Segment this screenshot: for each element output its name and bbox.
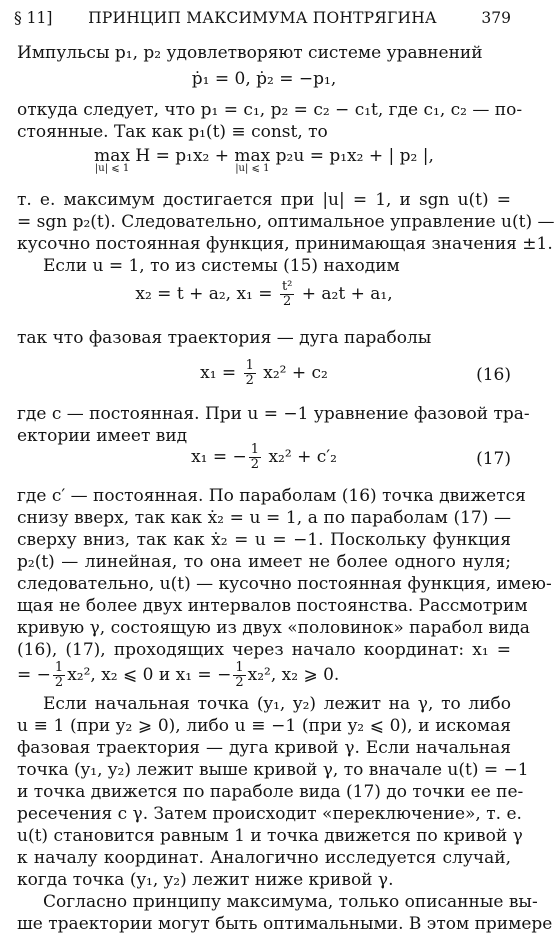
fraction: $\frac{1}{2}$ bbox=[245, 358, 254, 388]
text-line: откуда следует, что p₁ = c₁, p₂ = c₂ − c₁t, где c₁, c₂ — по- bbox=[17, 100, 523, 120]
fraction: $\frac{1}{2}$ bbox=[235, 660, 244, 690]
text-line: где c — постоянная. При u = −1 уравнение фазовой тра- bbox=[17, 404, 530, 424]
text-line: т. е. максимум достигается при |u| = 1, и sgn u(t) = bbox=[17, 190, 511, 210]
equation-number: (16) bbox=[476, 365, 511, 385]
text-line: где c′ — постоянная. По параболам (16) точка движется bbox=[17, 486, 526, 506]
equation-text: p₂u = p₁x₂ + | p₂ |, bbox=[270, 146, 434, 166]
equation-text: x₁ = bbox=[200, 363, 242, 383]
fraction: $\frac{1}{2}$ bbox=[54, 660, 64, 690]
text-line: фазовая траектория — дуга кривой γ. Если начальная bbox=[17, 738, 511, 758]
text-line: = sgn p₂(t). Следовательно, оптимальное управление u(t) — bbox=[17, 212, 554, 232]
equation-number: (17) bbox=[476, 449, 511, 469]
equation-text: + a₂t + a₁, bbox=[296, 284, 393, 304]
equation-text: H = p₁x₂ + bbox=[129, 146, 235, 166]
text-line: u(t) становится равным 1 и точка движется по кривой γ bbox=[17, 826, 523, 846]
text-line: кусочно постоянная функция, принимающая значения ±1. bbox=[17, 234, 553, 254]
text-line: Согласно принципу максимума, только описанные вы- bbox=[43, 892, 538, 912]
text-line: ектории имеет вид bbox=[17, 426, 188, 446]
text-line: так что фазовая траектория — дуга параболы bbox=[17, 328, 432, 348]
text-line: кривую γ, состоящую из двух «половинок» парабол вида bbox=[17, 618, 530, 638]
equation-text: x₂², x₂ ⩽ 0 и x₁ = − bbox=[67, 665, 232, 685]
text-line: точка (y₁, y₂) лежит выше кривой γ, то вначале u(t) = −1 bbox=[17, 760, 529, 780]
text-line: щая не более двух интервалов постоянства. Рассмотрим bbox=[17, 596, 528, 616]
text-line: ресечения с γ. Затем происходит «переключение», т. е. bbox=[17, 804, 522, 824]
text-line: u ≡ 1 (при y₂ ⩾ 0), либо u ≡ −1 (при y₂ ⩽ 0), и искомая bbox=[17, 716, 511, 736]
equation-text: = − bbox=[17, 665, 51, 685]
text-line: Если начальная точка (y₁, y₂) лежит на γ, то либо bbox=[43, 694, 511, 714]
text-line: снизу вверх, так как ẋ₂ = u = 1, а по параболам (17) — bbox=[17, 508, 511, 528]
fraction: $\frac{\text{t²}}{2}$ bbox=[281, 279, 293, 309]
text-line: сверху вниз, так как ẋ₂ = u = −1. Поскольку функция bbox=[17, 530, 511, 550]
equation-text: x₂² + c′₂ bbox=[263, 447, 337, 467]
fraction: $\frac{1}{2}$ bbox=[250, 442, 260, 472]
equation-text: x₂², x₂ ⩾ 0. bbox=[247, 665, 340, 685]
text-line: (16), (17), проходящих через начало координат: x₁ = bbox=[17, 640, 511, 660]
equation-text: x₁ = − bbox=[191, 447, 247, 467]
max-operator: max |u| ⩽ 1 bbox=[234, 146, 271, 174]
page-number: 379 bbox=[481, 9, 511, 27]
text-line: p₂(t) — линейная, то она имеет не более одного нуля; bbox=[17, 552, 511, 572]
text-line: и точка движется по параболе вида (17) до точки ее пе- bbox=[17, 782, 524, 802]
text-line: следовательно, u(t) — кусочно постоянная функция, имею- bbox=[17, 574, 552, 594]
text-line: Импульсы p₁, p₂ удовлетворяют системе уравнений bbox=[17, 43, 483, 63]
text-line: когда точка (y₁, y₂) лежит ниже кривой γ. bbox=[17, 870, 394, 890]
section-marker: § 11] bbox=[14, 9, 53, 27]
equation-text: ṗ₁ = 0, ṗ₂ = −p₁, bbox=[191, 69, 337, 89]
running-title: ПРИНЦИП МАКСИМУМА ПОНТРЯГИНА bbox=[88, 9, 437, 27]
max-operator: max |u| ⩽ 1 bbox=[94, 146, 130, 174]
text-line: ше траектории могут быть оптимальными. В этом примере bbox=[17, 914, 553, 934]
text-line: Если u = 1, то из системы (15) находим bbox=[43, 256, 400, 276]
text-line: к началу координат. Аналогично исследуется случай, bbox=[17, 848, 511, 868]
equation-text: x₂² + c₂ bbox=[257, 363, 328, 383]
text-line: стоянные. Так как p₁(t) ≡ const, то bbox=[17, 122, 328, 142]
equation-text: x₂ = t + a₂, x₁ = bbox=[135, 284, 278, 304]
